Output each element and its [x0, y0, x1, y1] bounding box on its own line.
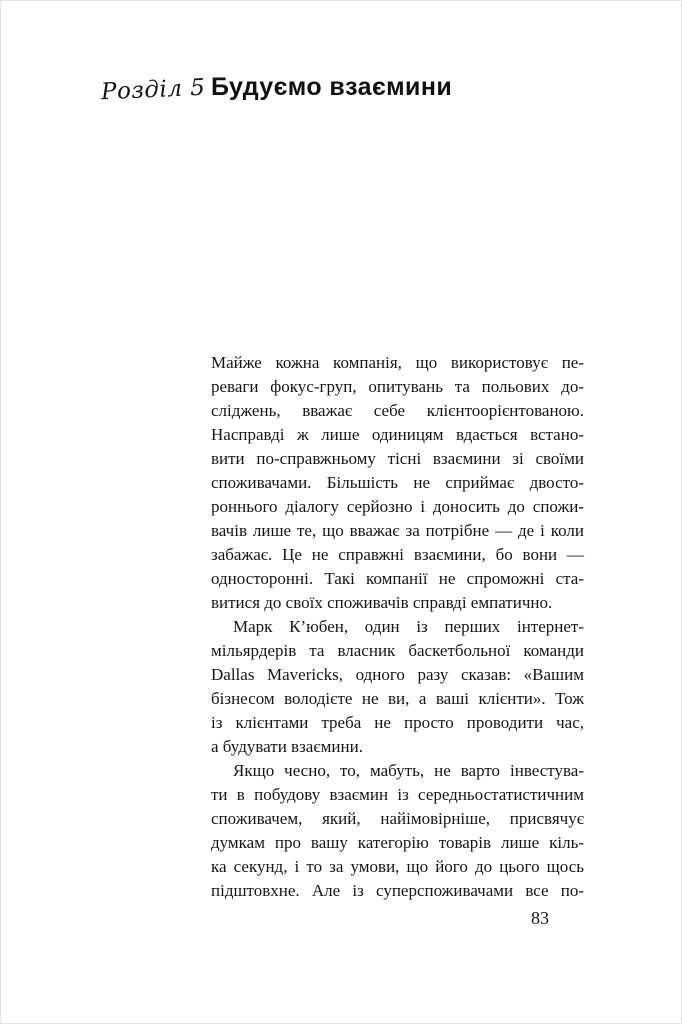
text-line: а будувати взаємини. [211, 737, 363, 756]
chapter-title: Будуємо взаємини [211, 73, 453, 101]
text-line: роннього діалогу серйозно і доносить до спожи- [211, 497, 584, 516]
text-line: вачів лише те, що вважає за потрібне — де і коли [211, 521, 584, 540]
text-line: Якщо чесно, то, мабуть, не варто інвестува- [233, 761, 584, 780]
page-number: 83 [531, 908, 549, 928]
text-line: підштовхне. Але із суперспоживачами все по- [211, 881, 584, 900]
text-line: споживачем, який, найімовірніше, присвячує [211, 809, 584, 828]
text-line: ти в побудову взаємин із середньостатистичним [211, 785, 584, 804]
text-line: думкам про вашу категорію товарів лише кіль- [211, 833, 584, 852]
text-line: односторонні. Такі компанії не спроможні ста- [211, 569, 584, 588]
text-line: вити по-справжньому тісні взаємини зі своїми [211, 449, 584, 468]
text-line: ка секунд, і то за умови, що його до цього щось [211, 857, 584, 876]
text-line: Майже кожна компанія, що використовує пе- [211, 353, 584, 372]
text-line: бізнесом володієте не ви, а ваші клієнти». Тож [211, 689, 584, 708]
text-line: із клієнтами треба не просто проводити час, [211, 713, 584, 732]
chapter-label: Розділ 5 [100, 74, 206, 106]
text-line: витися до своїх споживачів справді емпатично. [211, 593, 553, 612]
text-line: Насправді ж лише одиницям вдається встано- [211, 425, 584, 444]
text-line: реваги фокус-груп, опитувань та польових до- [211, 377, 584, 396]
text-line: мільярдерів та власник баскетбольної команди [211, 641, 584, 660]
text-line: сліджень, вважає себе клієнтоорієнтованою. [211, 401, 584, 420]
text-line: Dallas Mavericks, одного разу сказав: «Вашим [211, 665, 584, 684]
body-text [211, 351, 584, 903]
text-line: забажає. Це не справжні взаємини, бо вони — [211, 545, 584, 564]
text-line: Марк К’юбен, один із перших інтернет- [233, 617, 584, 636]
text-line: споживачами. Більшість не сприймає двосто- [211, 473, 584, 492]
